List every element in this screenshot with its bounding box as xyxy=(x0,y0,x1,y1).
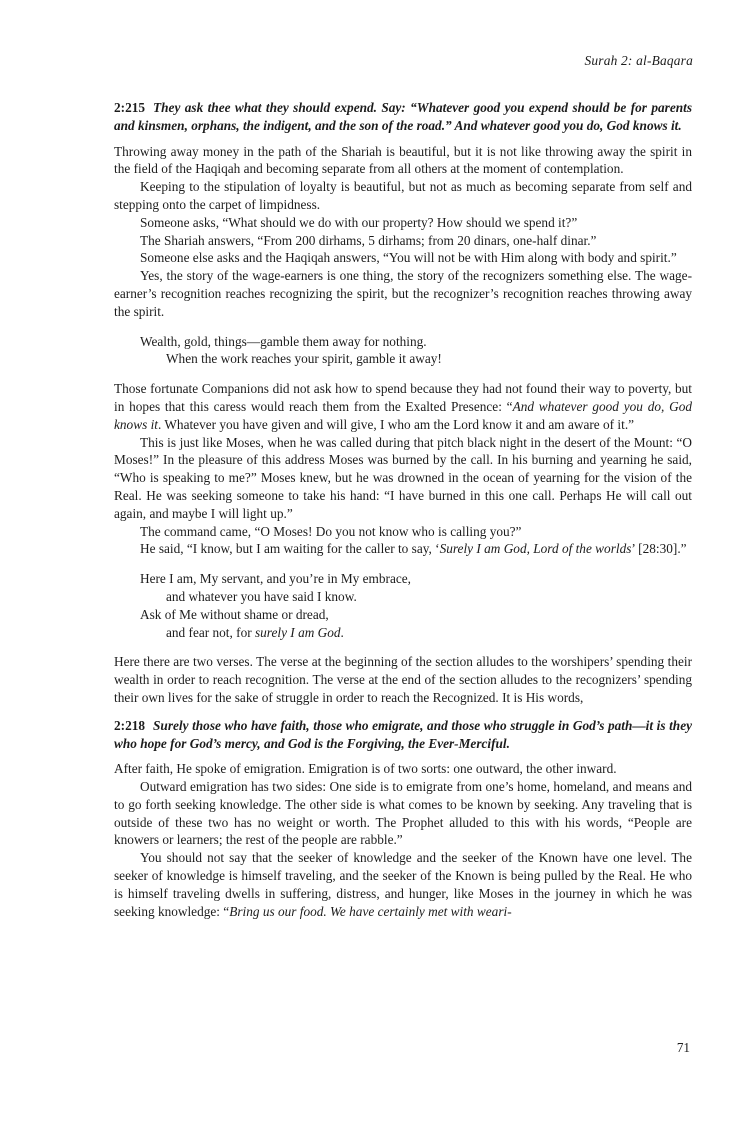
poem-line: Here I am, My servant, and you’re in My embrace, xyxy=(140,571,412,587)
text-block xyxy=(114,99,692,920)
verse-text: They ask thee what they should expend. Say: “Whatever good you expend should be for parents and kinsmen, orphans, the indigent, and the son of the road.” And whatever good you do, God knows it. xyxy=(114,100,692,133)
poem-wealth-gold xyxy=(140,333,692,369)
commentary-paragraph-4: The Shariah answers, “From 200 dirhams, 5 dirhams; from 20 dinars, one-half dinar.” xyxy=(140,232,597,248)
commentary-paragraph-10 xyxy=(114,540,692,558)
poem-text: . xyxy=(340,624,344,640)
paragraph-text: You should not say that the seeker of knowledge and the seeker of the Known have one level. The seeker of knowledge is himself traveling, and the seeker of the Known is being pulled by the Real. He who is himself traveling dwells in suffering, distress, and hunger, like Moses in the journey in which he was seeking knowledge: “ xyxy=(114,850,692,919)
poem-line: Wealth, gold, things—gamble them away for nothing. xyxy=(140,333,427,349)
verse-number: 2:215 xyxy=(114,100,146,115)
commentary-paragraph-3: Someone asks, “What should we do with our property? How should we spend it?” xyxy=(140,214,578,230)
commentary-paragraph-9: The command came, “O Moses! Do you not know who is calling you?” xyxy=(140,523,522,539)
poem-line: and whatever you have said I know. xyxy=(166,588,357,604)
commentary-paragraph-7 xyxy=(114,380,692,433)
quoted-verse-text: Surely I am God, Lord of the worlds xyxy=(439,541,632,557)
paragraph-text: ’ [28:30].” xyxy=(631,541,687,557)
commentary-paragraph-14 xyxy=(114,849,692,920)
running-header: Surah 2: al-Baqara xyxy=(584,53,693,68)
commentary-paragraph-5: Someone else asks and the Haqiqah answers, “You will not be with Him along with body and spirit.” xyxy=(140,250,677,266)
verse-heading-2-215 xyxy=(114,99,692,135)
commentary-paragraph-2: Keeping to the stipulation of loyalty is beautiful, but not as much as becoming separate from self and stepping onto the carpet of limpidness. xyxy=(114,179,692,212)
paragraph-text: . Whatever you have given and will give, I who am the Lord know it and am aware of it.” xyxy=(157,416,635,432)
poem-line: When the work reaches your spirit, gamble it away! xyxy=(166,351,442,367)
poem-line: Ask of Me without shame or dread, xyxy=(140,606,329,622)
verse-heading-2-218 xyxy=(114,717,692,753)
paragraph-text: Those fortunate Companions did not ask how to spend because they had not found their way to poverty, but in hopes that this caress would reach them from the Exalted Presence: “ xyxy=(114,381,692,414)
quoted-verse-text: And whatever good you do, God knows it xyxy=(114,398,692,432)
commentary-paragraph-12: After faith, He spoke of emigration. Emigration is of two sorts: one outward, the other inward. xyxy=(114,761,617,777)
commentary-paragraph-13: Outward emigration has two sides: One side is to emigrate from one’s home, homeland, and means and to go forth seeking knowledge. The other side is what comes to be known by seeking. Any traveling that is outside of these two has no weight or worth. The Prophet alluded to this with his words, “People are knowers or learners; the rest of the people are rabble.” xyxy=(114,779,692,848)
verse-number: 2:218 xyxy=(114,717,146,733)
poem-here-i-am xyxy=(140,570,692,641)
poem-line xyxy=(166,624,692,642)
commentary-paragraph-8: This is just like Moses, when he was called during that pitch black night in the desert of the Mount: “O Moses!” In the pleasure of this address Moses was burned by the call. In his burning and yearning he said, “Who is speaking to me?” Moses knew, but he was drowned in the ocean of yearning for the vision of the Real. He was seeking someone to take his hand: “I have burned in this one call. Perhaps He will call out again, and maybe I will light up.” xyxy=(114,434,692,521)
commentary-paragraph-6: Yes, the story of the wage-earners is one thing, the story of the recognizers something else. The wage-earner’s recognition reaches recognizing the spirit, but the recognizer’s recognition reaches throwing away the spirit. xyxy=(114,268,692,319)
page-number: 71 xyxy=(676,1040,690,1055)
commentary-paragraph-11: Here there are two verses. The verse at the beginning of the section alludes to the worshipers’ spending their wealth in order to reach recognition. The verse at the end of the section alludes to the recognizers’ spending their own lives for the sake of struggle in order to reach the Recognized. It is His words, xyxy=(114,654,692,705)
commentary-paragraph-1: Throwing away money in the path of the Shariah is beautiful, but it is not like throwing away the spirit in the field of the Haqiqah and becoming separate from all others at the moment of contemplation. xyxy=(114,143,692,177)
poem-text: and fear not, for xyxy=(166,624,255,640)
quoted-verse-text: Bring us our food. We have certainly met with weari- xyxy=(229,903,512,919)
paragraph-text: He said, “I know, but I am waiting for the caller to say, ‘ xyxy=(140,541,440,557)
verse-text: Surely those who have faith, those who emigrate, and those who struggle in God’s path—it is they who hope for God’s mercy, and God is the Forgiving, the Ever-Merciful. xyxy=(114,717,692,751)
quoted-verse-text: surely I am God xyxy=(254,624,341,640)
